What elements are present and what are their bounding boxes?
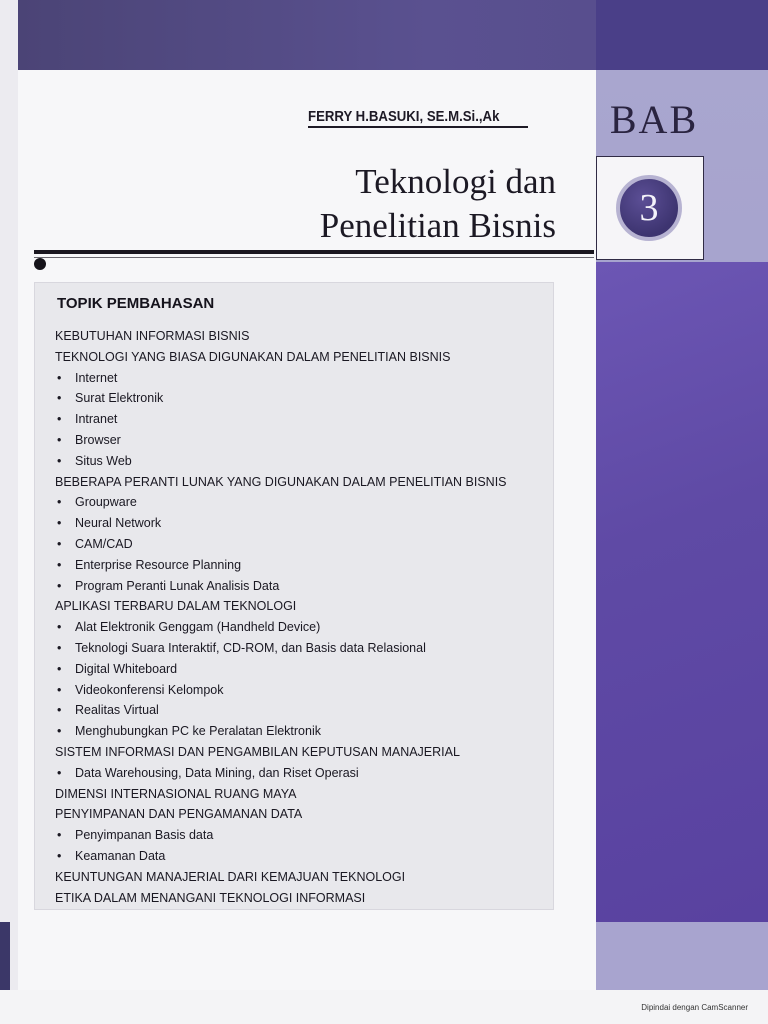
topic-sub-item [35,492,555,513]
topic-sub-item [35,513,555,534]
topic-heading-item [35,888,555,909]
bullet-icon: • [57,765,62,780]
topics-list [35,326,555,908]
topic-text: Teknologi Suara Interaktif, CD-ROM, dan Basis data Relasional [75,640,426,655]
bullet-icon: • [57,453,62,468]
topic-text: ETIKA DALAM MENANGANI TEKNOLOGI INFORMASI [55,890,366,905]
topics-box [34,282,554,910]
topic-heading-item [35,596,555,617]
topic-sub-item [35,700,555,721]
bullet-icon: • [57,848,62,863]
bullet-icon: • [57,557,62,572]
chapter-title-line-2: Penelitian Bisnis [319,206,556,245]
bullet-icon: • [57,370,62,385]
bullet-icon: • [57,412,62,427]
bullet-icon: • [57,703,62,718]
left-margin [0,0,18,1024]
topic-text: Menghubungkan PC ke Peralatan Elektronik [75,724,321,739]
topic-text: KEUNTUNGAN MANAJERIAL DARI KEMAJUAN TEKNOLOGI [55,869,406,884]
topic-heading-item [35,326,555,347]
topic-text: Groupware [75,495,137,510]
topic-sub-item [35,659,555,680]
bullet-icon: • [57,661,62,676]
chapter-label: BAB [609,97,699,142]
title-rule-thin [34,257,594,258]
bullet-icon: • [57,536,62,551]
chapter-title-line-1: Teknologi dan [355,162,556,201]
topic-text: KEBUTUHAN INFORMASI BISNIS [55,329,250,343]
topic-text: TEKNOLOGI YANG BIASA DIGUNAKAN DALAM PENELITIAN BISNIS [55,349,451,364]
topic-sub-item [35,430,555,451]
topic-text: Situs Web [75,453,132,468]
scanner-note: Dipindai dengan CamScanner [641,1003,748,1012]
topic-sub-item [35,409,555,430]
bullet-icon: • [57,391,62,406]
topic-text: Program Peranti Lunak Analisis Data [75,578,280,593]
topic-sub-item [35,576,555,597]
author-name: FERRY H.BASUKI, SE.M.Si.,Ak [308,108,528,128]
bullet-icon: • [57,724,62,739]
topic-sub-item [35,534,555,555]
topic-sub-item [35,763,555,784]
topic-heading-item [35,347,555,368]
topics-heading: TOPIK PEMBAHASAN [57,295,215,312]
bullet-icon: • [57,682,62,697]
topic-sub-item [35,846,555,867]
bullet-icon: • [57,620,62,635]
chapter-number: 3 [616,175,682,241]
topic-sub-item [35,825,555,846]
topic-text: Digital Whiteboard [75,661,178,676]
topic-text: Enterprise Resource Planning [75,557,242,572]
topic-sub-item [35,555,555,576]
topic-sub-item [35,451,555,472]
topic-text: SISTEM INFORMASI DAN PENGAMBILAN KEPUTUSAN MANAJERIAL [55,744,460,759]
top-band-corner [596,0,768,70]
topic-text: Alat Elektronik Genggam (Handheld Device) [75,620,321,635]
topic-heading-item [35,784,555,805]
right-column-bottom-panel [596,922,768,992]
topic-text: Realitas Virtual [75,703,159,718]
topic-text: Intranet [75,412,118,427]
topic-sub-item [35,680,555,701]
topic-heading-item [35,867,555,888]
topic-text: BEBERAPA PERANTI LUNAK YANG DIGUNAKAN DALAM PENELITIAN BISNIS [55,474,507,489]
topic-text: Keamanan Data [75,848,166,863]
bullet-icon: • [57,640,62,655]
topic-sub-item [35,368,555,389]
topic-text: CAM/CAD [75,536,133,551]
topic-text: Penyimpanan Basis data [75,828,214,843]
topic-sub-item [35,617,555,638]
title-rule [34,250,594,254]
chapter-number-box [596,156,704,260]
bullet-icon: • [57,495,62,510]
bullet-icon: • [57,578,62,593]
topic-sub-item [35,721,555,742]
topic-heading-item [35,472,555,493]
topic-text: DIMENSI INTERNASIONAL RUANG MAYA [55,786,297,801]
bullet-icon: • [57,432,62,447]
topic-text: Videokonferensi Kelompok [75,682,224,697]
topic-sub-item [35,638,555,659]
right-column-dark-panel [596,262,768,922]
topic-text: Surat Elektronik [75,391,164,406]
rule-end-dot [34,258,46,270]
topic-heading-item [35,742,555,763]
topic-text: Internet [75,370,118,385]
topic-text: Browser [75,432,121,447]
topic-text: APLIKASI TERBARU DALAM TEKNOLOGI [55,599,297,614]
topic-text: Data Warehousing, Data Mining, dan Riset Operasi [75,765,359,780]
topic-text: Neural Network [75,516,162,531]
topic-text: PENYIMPANAN DAN PENGAMANAN DATA [55,807,303,822]
left-edge-mark [0,922,10,990]
bullet-icon: • [57,828,62,843]
topic-heading-item [35,804,555,825]
bullet-icon: • [57,516,62,531]
topic-sub-item [35,388,555,409]
